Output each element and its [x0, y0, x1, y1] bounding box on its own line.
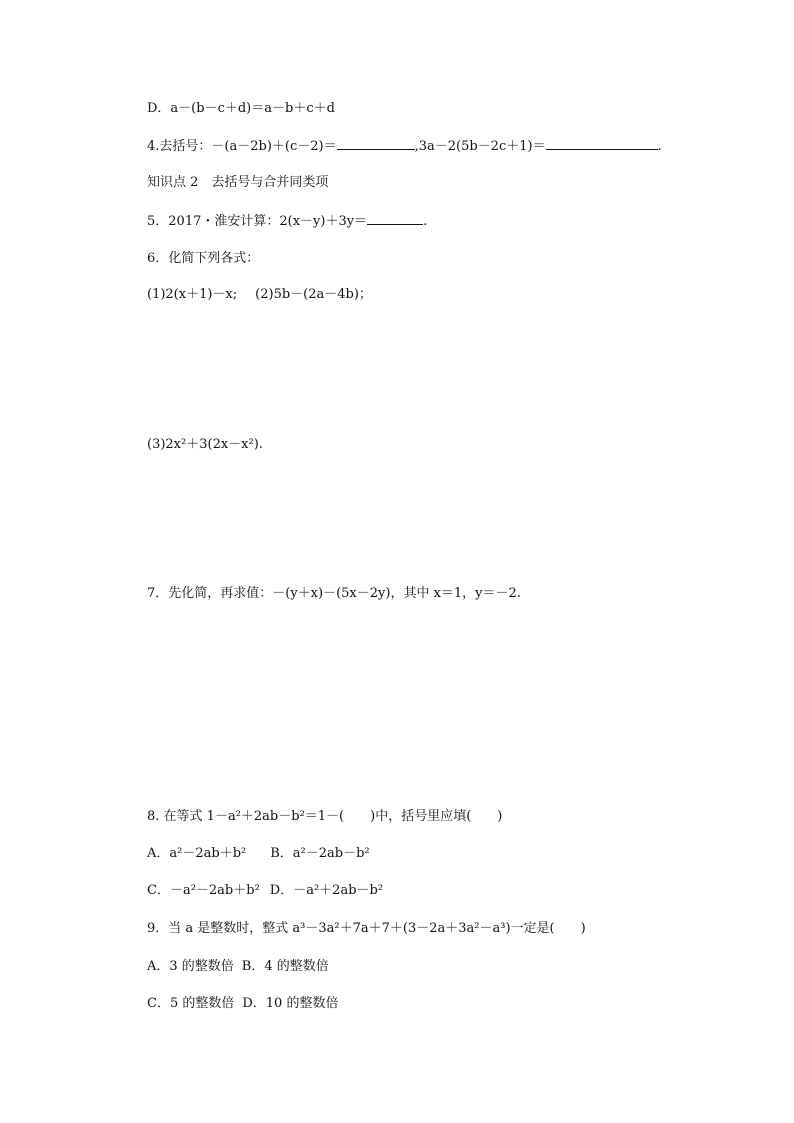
q9-option-d[interactable]: D．10 的整数倍 — [242, 996, 339, 1011]
question-7 — [147, 585, 521, 603]
q6-title: 6．化简下列各式： — [147, 251, 260, 266]
q8-options-row-2 — [147, 882, 383, 900]
q8-option-a[interactable]: A．a²－2ab＋b² — [147, 846, 247, 861]
section-heading — [147, 174, 328, 192]
q8-option-c[interactable]: C．－a²－2ab＋b² — [147, 883, 260, 898]
section-title: 知识点 2 去括号与合并同类项 — [147, 175, 329, 190]
q9-options-row-1 — [147, 958, 329, 976]
question-4 — [147, 137, 662, 156]
q5-answer-blank[interactable] — [367, 212, 423, 225]
q8-option-b[interactable]: B．a²－2ab－b² — [270, 846, 370, 861]
q8-options-row-1 — [147, 845, 370, 863]
q9-option-b[interactable]: B．4 的整数倍 — [241, 959, 329, 974]
q9-stem: 9．当 a 是整数时，整式 a³－3a²＋7a＋7＋(3－2a＋3a²－a³)一定是( ) — [147, 921, 586, 936]
q4-answer-blank-1[interactable] — [337, 137, 415, 150]
question-6-title — [147, 250, 259, 268]
q8-stem: 8. 在等式 1－a²＋2ab－b²＝1－( )中，括号里应填( ) — [147, 809, 503, 824]
q9-option-c[interactable]: C．5 的整数倍 — [147, 996, 235, 1011]
q6-part-2: (2)5b－(2a－4b)； — [255, 287, 372, 302]
question-8 — [147, 808, 502, 826]
question-6-part-3-line — [147, 436, 263, 454]
question-9 — [147, 920, 586, 938]
option-d-line — [147, 100, 335, 118]
q8-option-d[interactable]: D．－a²＋2ab－b² — [269, 883, 384, 898]
option-d-text: D．a－(b－c＋d)＝a－b＋c＋d — [147, 101, 335, 116]
q6-part-1: (1)2(x＋1)－x; — [147, 287, 238, 302]
q6-part-3: (3)2x²＋3(2x－x²). — [147, 437, 263, 452]
q9-option-a[interactable]: A．3 的整数倍 — [147, 959, 234, 974]
q4-middle: ,3a－2(5b－2c＋1)＝ — [414, 139, 546, 154]
q5-prefix: 5．2017・淮安计算：2(x－y)＋3y＝ — [147, 214, 368, 229]
q9-options-row-2 — [147, 995, 338, 1013]
q4-suffix: . — [657, 139, 662, 154]
q5-suffix: . — [423, 214, 428, 229]
q4-prefix: 4.去括号：－(a－2b)＋(c－2)＝ — [147, 139, 337, 154]
question-5 — [147, 212, 427, 231]
question-6-parts — [147, 286, 372, 304]
q7-text: 7．先化简，再求值：－(y＋x)－(5x－2y)，其中 x＝1，y＝－2. — [147, 586, 521, 601]
q4-answer-blank-2[interactable] — [546, 137, 658, 150]
